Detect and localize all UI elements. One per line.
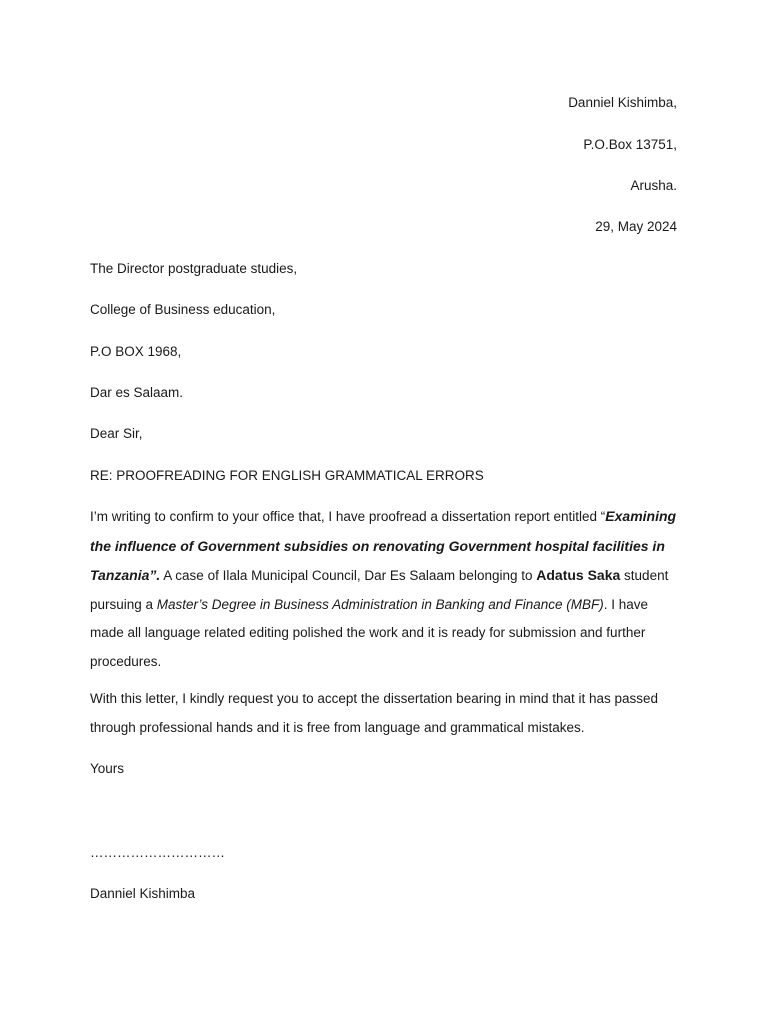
recipient-org: College of Business education, [90, 302, 276, 317]
sender-city: Arusha. [630, 178, 677, 193]
closing: Yours [90, 761, 125, 776]
subject-line: RE: PROOFREADING FOR ENGLISH GRAMMATICAL ERRORS [90, 468, 484, 483]
recipient-title: The Director postgraduate studies, [90, 261, 298, 276]
student-name: Adatus Saka [536, 567, 621, 583]
dissertation-title: Examining the influence of Government subsidies on renovating Government hospital facilities in Tanzania [90, 508, 677, 583]
paragraph-request [90, 685, 680, 742]
recipient-box: P.O BOX 1968, [90, 344, 182, 359]
paragraph2-text: With this letter, I kindly request you to accept the dissertation bearing in mind that it has passed through professional hands and it is free from language and grammatical mistakes. [90, 691, 659, 735]
paragraph1-ending: . I have made all language related editing polished the work and it is ready for submission and further procedures. [90, 596, 649, 669]
pursuing-text: student pursuing a [90, 568, 669, 612]
salutation: Dear Sir, [90, 426, 143, 441]
signature-line: ………………………… [90, 845, 225, 860]
sender-name: Danniel Kishimba, [568, 95, 677, 110]
letter-date: 29, May 2024 [595, 219, 677, 234]
close-quote: ”. [149, 567, 161, 583]
recipient-city: Dar es Salaam. [90, 385, 184, 400]
signer-name: Danniel Kishimba [90, 886, 196, 901]
degree-name: Master’s Degree in Business Administration in Banking and Finance (MBF) [156, 596, 604, 612]
sender-box: P.O.Box 13751, [583, 137, 677, 152]
paragraph-confirmation [90, 502, 680, 676]
case-text: A case of Ilala Municipal Council, Dar Es Salaam belonging to [160, 568, 537, 583]
paragraph1-intro: I’m writing to confirm to your office that, I have proofread a dissertation report entitled [90, 509, 598, 524]
open-quote: “ [600, 509, 606, 524]
